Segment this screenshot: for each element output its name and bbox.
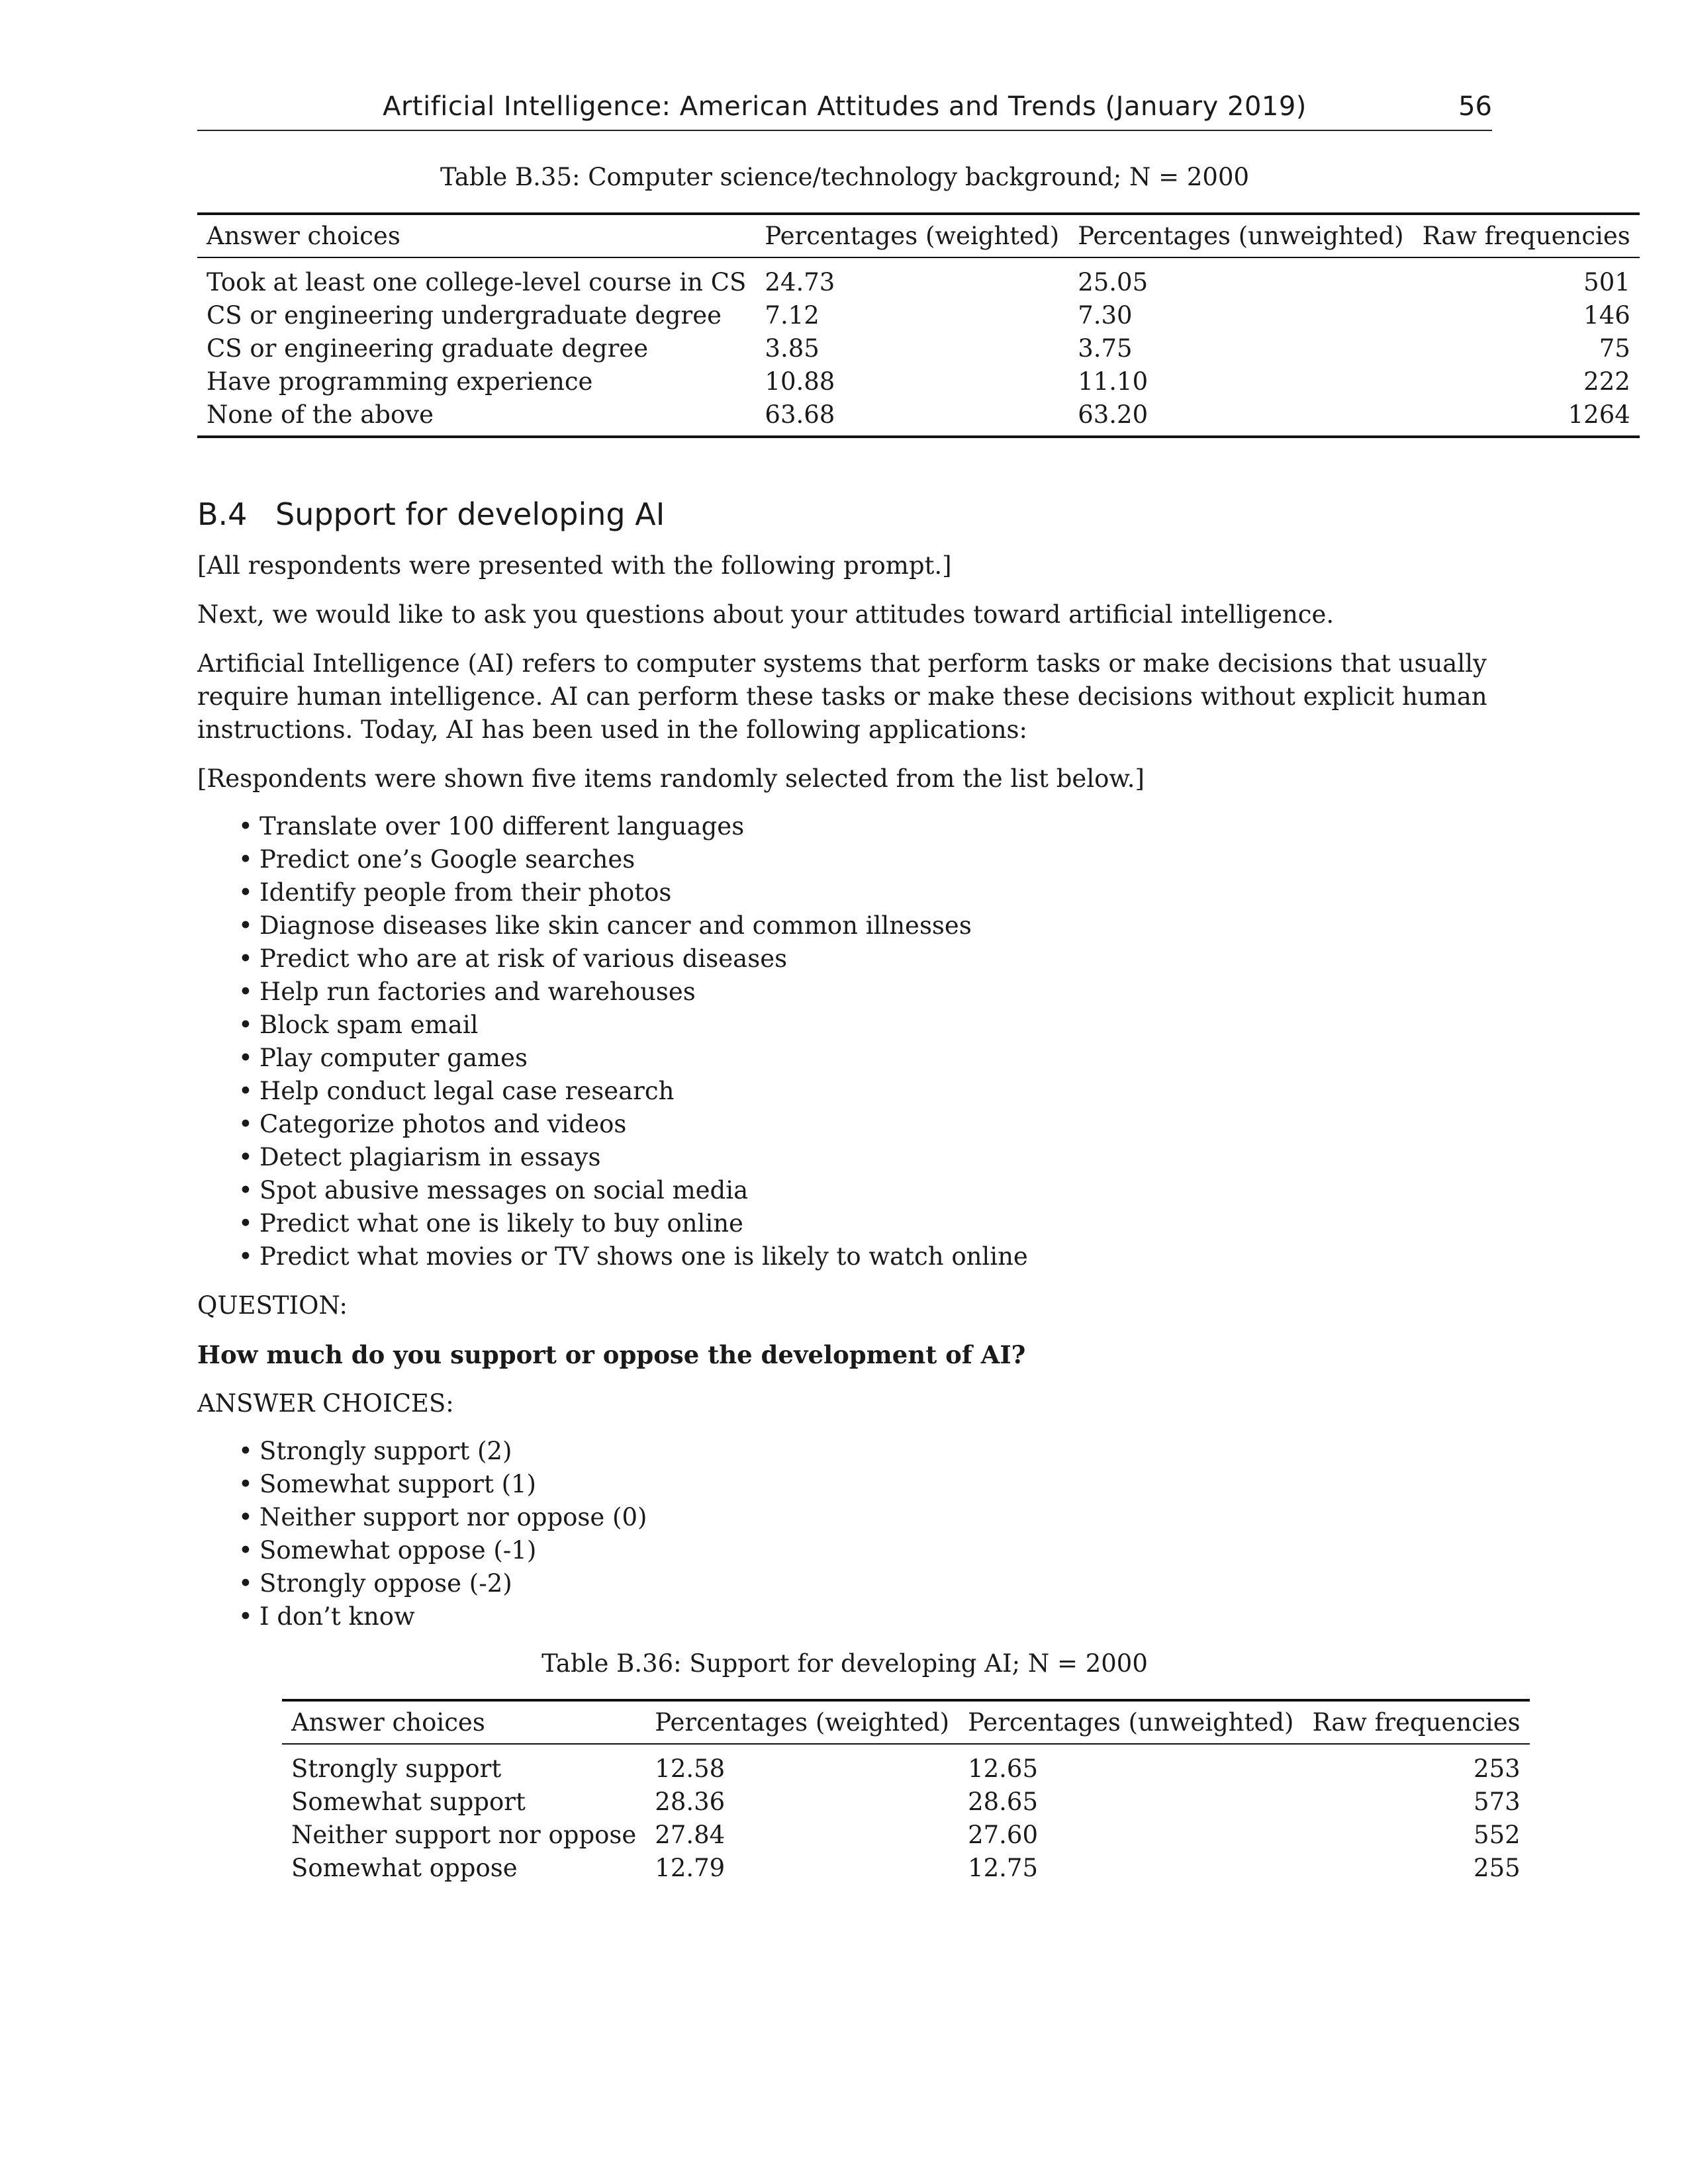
column-header: Answer choices	[282, 1700, 645, 1744]
list-item: • I don’t know	[238, 1600, 1492, 1633]
table-header-row	[282, 1700, 1530, 1744]
table-cell: 25.05	[1078, 268, 1149, 296]
table-cell: 10.88	[765, 367, 835, 396]
intro-paragraph: Next, we would like to ask you questions about your attitudes toward artificial intelligence.	[197, 600, 1335, 629]
question-text: How much do you support or oppose the development of AI?	[197, 1340, 1026, 1369]
table-b35	[197, 212, 1640, 438]
table-b35-caption: Table B.35: Computer science/technology background; N = 2000	[440, 163, 1250, 191]
list-item: • Strongly support (2)	[238, 1435, 1492, 1468]
list-item: • Predict what one is likely to buy online	[238, 1207, 1492, 1240]
table-cell: Have programming experience	[207, 367, 593, 396]
table-cell: 12.79	[655, 1854, 726, 1882]
section-title: Support for developing AI	[275, 496, 665, 532]
table-cell: CS or engineering undergraduate degree	[207, 301, 722, 330]
table-cell: 501	[1583, 268, 1630, 296]
table-cell: Took at least one college-level course in CS	[207, 268, 747, 296]
list-item: • Somewhat support (1)	[238, 1468, 1492, 1501]
running-header	[197, 86, 1492, 131]
document-page	[197, 86, 1630, 1889]
table-cell: 3.85	[765, 334, 820, 363]
section-number: B.4	[197, 496, 248, 532]
intro-note: [All respondents were presented with the following prompt.]	[197, 551, 952, 580]
items-note: [Respondents were shown five items randomly selected from the list below.]	[197, 764, 1145, 793]
list-item: • Block spam email	[238, 1009, 1492, 1042]
table-row	[197, 299, 1640, 332]
list-item: • Predict who are at risk of various diseases	[238, 942, 1492, 976]
column-header: Raw frequencies	[1413, 214, 1640, 257]
table-cell: Somewhat oppose	[291, 1854, 518, 1882]
table-cell: 3.75	[1078, 334, 1133, 363]
list-item: • Spot abusive messages on social media	[238, 1174, 1492, 1207]
answer-choices-label: ANSWER CHOICES:	[197, 1389, 454, 1418]
table-cell: 27.60	[968, 1821, 1038, 1849]
running-title: Artificial Intelligence: American Attitudes and Trends (January 2019)	[383, 91, 1307, 122]
table-cell: 28.36	[655, 1788, 726, 1816]
section-heading	[197, 496, 1492, 532]
question-label: QUESTION:	[197, 1291, 348, 1320]
list-item: • Play computer games	[238, 1042, 1492, 1075]
list-item: • Help run factories and warehouses	[238, 976, 1492, 1009]
table-cell: 573	[1474, 1788, 1521, 1816]
table-cell: 255	[1474, 1854, 1521, 1882]
answer-choices-list	[197, 1435, 1492, 1633]
table-row	[197, 332, 1640, 365]
list-item: • Neither support nor oppose (0)	[238, 1501, 1492, 1534]
column-header: Raw frequencies	[1303, 1700, 1529, 1744]
table-cell: Neither support nor oppose	[291, 1821, 637, 1849]
applications-list	[197, 810, 1492, 1273]
table-cell: 253	[1474, 1754, 1521, 1783]
column-header: Percentages (unweighted)	[959, 1700, 1303, 1744]
table-row	[197, 398, 1640, 437]
list-item: • Predict what movies or TV shows one is likely to watch online	[238, 1240, 1492, 1273]
table-row	[282, 1819, 1530, 1852]
column-header: Percentages (weighted)	[645, 1700, 959, 1744]
table-cell: 75	[1599, 334, 1630, 363]
table-row	[197, 257, 1640, 299]
table-cell: None of the above	[197, 398, 755, 437]
table-header-row	[197, 214, 1640, 257]
list-item: • Strongly oppose (-2)	[238, 1567, 1492, 1600]
table-cell: 7.30	[1078, 301, 1133, 330]
column-header: Percentages (unweighted)	[1068, 214, 1413, 257]
table-cell: 24.73	[765, 268, 835, 296]
table-row	[282, 1786, 1530, 1819]
table-cell: 11.10	[1078, 367, 1149, 396]
table-row	[282, 1744, 1530, 1786]
list-item: • Identify people from their photos	[238, 876, 1492, 909]
table-cell: 1264	[1413, 398, 1640, 437]
table-b36	[282, 1699, 1530, 1889]
table-cell: 63.68	[755, 398, 1068, 437]
page-number: 56	[1458, 91, 1492, 122]
table-cell: Strongly support	[291, 1754, 502, 1783]
table-cell: 27.84	[655, 1821, 726, 1849]
ai-definition-paragraph: Artificial Intelligence (AI) refers to computer systems that perform tasks or make decisions that usually require human intelligence. AI can perform these tasks or make these decisions without explicit human instructions. Today, AI has been used in the following applications:	[197, 649, 1487, 744]
list-item: • Categorize photos and videos	[238, 1108, 1492, 1141]
column-header: Answer choices	[197, 214, 755, 257]
table-cell: 222	[1583, 367, 1630, 396]
table-cell: 7.12	[765, 301, 820, 330]
table-cell: Somewhat support	[291, 1788, 526, 1816]
list-item: • Help conduct legal case research	[238, 1075, 1492, 1108]
table-cell: 146	[1583, 301, 1630, 330]
table-cell: 12.75	[968, 1854, 1038, 1882]
column-header: Percentages (weighted)	[755, 214, 1068, 257]
table-cell: 12.58	[655, 1754, 726, 1783]
list-item: • Translate over 100 different languages	[238, 810, 1492, 843]
list-item: • Diagnose diseases like skin cancer and common illnesses	[238, 909, 1492, 942]
table-cell: 28.65	[968, 1788, 1038, 1816]
list-item: • Somewhat oppose (-1)	[238, 1534, 1492, 1567]
table-row	[282, 1852, 1530, 1889]
list-item: • Predict one’s Google searches	[238, 843, 1492, 876]
table-cell: CS or engineering graduate degree	[207, 334, 649, 363]
table-cell: 12.65	[968, 1754, 1038, 1783]
table-cell: 552	[1474, 1821, 1521, 1849]
table-row	[197, 365, 1640, 398]
table-b36-caption: Table B.36: Support for developing AI; N = 2000	[541, 1649, 1148, 1678]
table-cell: 63.20	[1068, 398, 1413, 437]
list-item: • Detect plagiarism in essays	[238, 1141, 1492, 1174]
